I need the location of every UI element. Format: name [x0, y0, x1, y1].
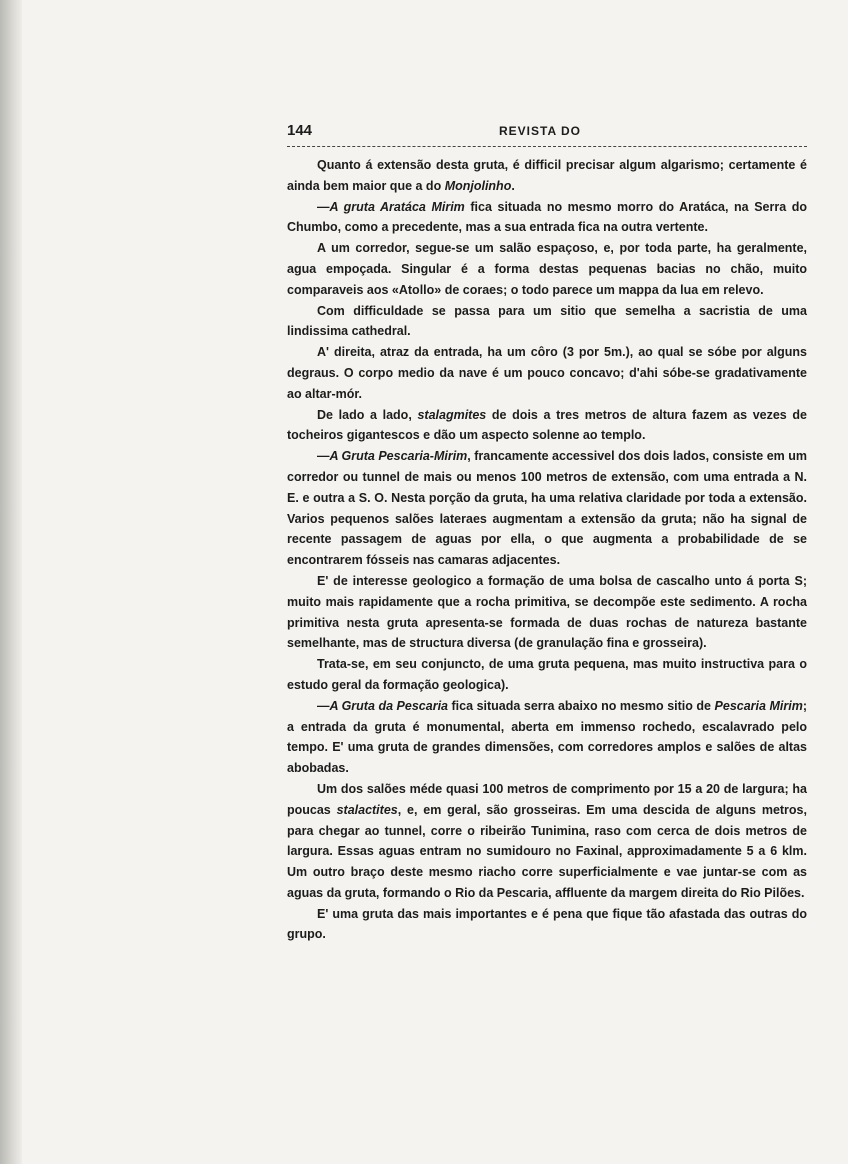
italic-run: stalactites — [336, 802, 398, 817]
text-run: A um corredor, segue-se um salão espaçoso, e, por toda parte, ha geralmente, agua empoçada. Singular é a forma destas pequenas bacias no chão, muito comparaveis aos «Atollo» de coraes; o todo parece um mappa da lua em relevo. — [287, 241, 807, 297]
paragraph — [287, 197, 807, 239]
text-run: de dois a tres metros de altura fazem as vezes de tocheiros gigantescos e dão um aspecto solenne ao templo. — [287, 407, 808, 443]
text-run: — — [317, 199, 330, 214]
text-run: E' de interesse geologico a formação de uma bolsa de cascalho unto á porta S; muito mais rapidamente que a rocha primitiva, se decompõe este sedimento. A rocha primitiva nesta gruta apresenta-se formada de duas rochas de natureza bastante semelhante, mas de structura diversa (de granulação fina e grosseira). — [287, 573, 807, 651]
text-run: — — [317, 698, 330, 713]
italic-run: Monjolinho — [444, 178, 512, 193]
page-binding-edge — [0, 0, 22, 1164]
italic-run: stalagmites — [417, 407, 487, 422]
paragraph — [287, 779, 807, 904]
paragraph — [287, 301, 807, 343]
running-head: REVISTA DO — [499, 124, 582, 138]
paragraph — [287, 904, 807, 946]
paragraph — [287, 571, 807, 654]
paragraph — [287, 696, 807, 779]
text-run: ; a entrada da gruta é monumental, aberta em immenso rochedo, escalavrado pelo tempo. E' uma gruta de grandes dimensões, com corredores amplos e salões de altas abobadas. — [287, 698, 807, 776]
text-run: E' uma gruta das mais importantes e é pena que fique tão afastada das outras do grupo. — [287, 906, 807, 942]
paragraph — [287, 446, 807, 571]
paragraph — [287, 238, 807, 300]
page-header — [287, 120, 807, 147]
italic-run: A gruta Aratáca Mirim — [329, 199, 465, 214]
italic-run: A Gruta da Pescaria — [329, 698, 448, 713]
page-number: 144 — [287, 122, 313, 139]
article-body — [287, 155, 807, 945]
paragraph — [287, 155, 807, 197]
italic-run: Pescaria Mirim — [714, 698, 803, 713]
text-run: Um dos salões méde quasi 100 metros de comprimento por 15 a 20 de largura; ha poucas — [287, 781, 807, 817]
text-run: Com difficuldade se passa para um sitio que semelha a sacristia de uma lindissima cathedral. — [287, 303, 807, 339]
text-run: — — [317, 449, 330, 464]
text-run: Trata-se, em seu conjuncto, de uma gruta pequena, mas muito instructiva para o estudo geral da formação geologica). — [287, 657, 807, 692]
text-run: , francamente accessivel dos dois lados, consiste em um corredor ou tunnel de mais ou menos 100 metros de extensão, com uma entrada a N. E. e outra a S. O. Nesta porção da gruta, ha uma relativa claridade por toda a extensão. Varios pequenos salões lateraes augmentam a extensão da gruta; não ha signal de recente passagem de aguas por ella, o que augmenta a probabilidade de se encontrarem fósseis nas camaras adjacentes. — [287, 449, 808, 568]
italic-run: A Gruta Pescaria-Mirim — [329, 449, 468, 464]
text-run: De lado a lado, — [317, 407, 418, 422]
paragraph — [287, 342, 807, 404]
text-run: Quanto á extensão desta gruta, é difficil precisar algum algarismo; certamente é ainda bem maior que a do — [287, 158, 807, 193]
text-run: A' direita, atraz da entrada, ha um côro (3 por 5m.), ao qual se sóbe por alguns degraus. O corpo medio da nave é um pouco concavo; d'ahi sóbe-se gradativamente ao altar-mór. — [287, 345, 807, 401]
text-run: . — [511, 178, 515, 193]
text-run: fica situada no mesmo morro do Aratáca, na Serra do Chumbo, como a precedente, mas a sua entrada fica na outra vertente. — [287, 199, 808, 235]
paragraph — [287, 654, 807, 696]
text-run: fica situada serra abaixo no mesmo sitio de — [448, 698, 715, 713]
paragraph — [287, 405, 807, 447]
text-run: , e, em geral, são grosseiras. Em uma descida de alguns metros, para chegar ao tunnel, corre o ribeirão Tunimina, raso com cerca de dois metros de largura. Essas aguas entram no sumidouro no Faxinal, approximadamente 5 a 6 klm. Um outro braço deste mesmo riacho corre superficialmente e vae juntar-se com as aguas da gruta, formando o Rio da Pescaria, affluente da margem direita do Rio Pilões. — [287, 802, 807, 900]
